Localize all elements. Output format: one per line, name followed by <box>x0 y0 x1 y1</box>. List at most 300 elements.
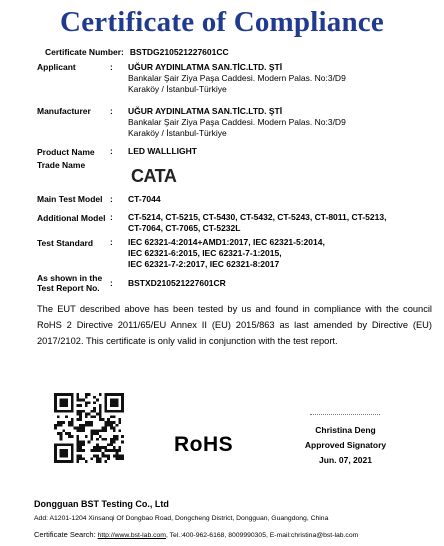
qr-module <box>85 415 88 418</box>
qr-module <box>71 457 74 460</box>
qr-module <box>121 396 124 399</box>
qr-module <box>118 449 121 452</box>
qr-module <box>71 401 74 404</box>
main-test-model-label: Main Test Model <box>37 194 103 204</box>
qr-module <box>102 418 105 421</box>
qr-module <box>118 421 121 424</box>
qr-module <box>110 404 113 407</box>
qr-module <box>54 449 57 452</box>
qr-module <box>116 410 119 413</box>
qr-module <box>76 427 79 430</box>
test-standard-line2: IEC 62321-6:2015, IEC 62321-7-1:2015, <box>128 248 282 258</box>
qr-module <box>71 421 74 424</box>
footer-address: Add: A1201-1204 Xinsanqi Of Dongbao Road, Dongcheng District, Dongguan, Guangdong, China <box>34 515 329 522</box>
qr-module <box>71 418 74 421</box>
qr-module <box>76 393 79 396</box>
qr-module <box>110 393 113 396</box>
qr-module <box>93 455 96 458</box>
qr-module <box>62 393 65 396</box>
qr-module <box>54 399 57 402</box>
qr-module <box>121 410 124 413</box>
qr-module <box>76 457 79 460</box>
test-standard-line3: IEC 62321-7-2:2017, IEC 62321-8:2017 <box>128 259 280 269</box>
qr-module <box>60 449 63 452</box>
qr-module <box>113 438 116 441</box>
qr-module <box>110 410 113 413</box>
qr-module <box>65 443 68 446</box>
qr-module <box>107 410 110 413</box>
manufacturer-block <box>128 106 346 139</box>
qr-module <box>79 457 82 460</box>
website-link[interactable]: http://www.bst-lab.com <box>97 532 166 539</box>
qr-module <box>113 401 116 404</box>
qr-module <box>79 418 82 421</box>
qr-module <box>88 401 91 404</box>
qr-module <box>79 427 82 430</box>
qr-module <box>60 432 63 435</box>
qr-module <box>116 399 119 402</box>
qr-module <box>71 452 74 455</box>
qr-module <box>62 443 65 446</box>
additional-model-label: Additional Model <box>37 213 106 223</box>
qr-module <box>71 396 74 399</box>
qr-module <box>76 418 79 421</box>
product-name-colon: : <box>110 146 113 156</box>
qr-module <box>68 460 71 463</box>
qr-module <box>99 446 102 449</box>
qr-module <box>71 407 74 410</box>
qr-module <box>121 435 124 438</box>
qr-module <box>54 401 57 404</box>
qr-module <box>62 455 65 458</box>
qr-module <box>68 421 71 424</box>
certificate-search-label: Certificate Search: <box>34 530 96 539</box>
qr-module <box>71 399 74 402</box>
test-report-label-line2: Test Report No. <box>37 283 100 293</box>
qr-module <box>118 393 121 396</box>
qr-module <box>62 452 65 455</box>
qr-module <box>104 410 107 413</box>
qr-module <box>76 446 79 449</box>
qr-module <box>96 446 99 449</box>
qr-module <box>88 421 91 424</box>
qr-module <box>71 393 74 396</box>
compliance-statement: The EUT described above has been tested by us and found in compliance with the council RoHS 2 Directive 2011/65/EU Annex II (EU) 2015/863 as last amended by Directive (EU) 2017/2102. This certificate is only valid in conjunction with the test report. <box>37 304 432 346</box>
qr-module <box>93 432 96 435</box>
qr-module <box>116 435 119 438</box>
qr-module <box>79 415 82 418</box>
qr-module <box>99 407 102 410</box>
qr-module <box>90 432 93 435</box>
qr-module <box>65 415 68 418</box>
qr-module <box>96 455 99 458</box>
qr-module <box>113 435 116 438</box>
qr-module <box>85 421 88 424</box>
qr-module <box>113 415 116 418</box>
signatory-date: Jun. 07, 2021 <box>319 455 372 465</box>
qr-module <box>113 427 116 430</box>
qr-module <box>121 404 124 407</box>
qr-module <box>82 410 85 413</box>
qr-module <box>118 429 121 432</box>
qr-module <box>110 443 113 446</box>
qr-module <box>113 441 116 444</box>
qr-module <box>79 399 82 402</box>
qr-module <box>60 399 63 402</box>
qr-module <box>116 401 119 404</box>
qr-module <box>79 455 82 458</box>
qr-module <box>90 449 93 452</box>
qr-module <box>76 413 79 416</box>
qr-module <box>60 443 63 446</box>
qr-module <box>107 424 110 427</box>
qr-module <box>54 427 57 430</box>
qr-module <box>65 410 68 413</box>
qr-module <box>82 443 85 446</box>
qr-module <box>65 399 68 402</box>
qr-module <box>76 435 79 438</box>
qr-module <box>107 418 110 421</box>
footer-contact-line <box>34 530 358 540</box>
qr-module <box>71 435 74 438</box>
qr-module <box>113 421 116 424</box>
qr-module <box>96 413 99 416</box>
qr-module <box>57 421 60 424</box>
qr-module <box>54 396 57 399</box>
qr-module <box>65 449 68 452</box>
qr-module <box>54 407 57 410</box>
qr-module <box>54 455 57 458</box>
qr-module <box>62 429 65 432</box>
qr-module <box>104 446 107 449</box>
qr-module <box>113 393 116 396</box>
qr-module <box>116 404 119 407</box>
qr-module <box>79 429 82 432</box>
qr-module <box>102 438 105 441</box>
qr-module <box>76 443 79 446</box>
applicant-block <box>128 62 346 95</box>
qr-module <box>93 449 96 452</box>
qr-module <box>65 452 68 455</box>
qr-module <box>76 396 79 399</box>
qr-module <box>90 429 93 432</box>
qr-module <box>65 401 68 404</box>
qr-module <box>71 424 74 427</box>
qr-module <box>74 427 77 430</box>
applicant-label: Applicant <box>37 62 76 72</box>
qr-module <box>60 401 63 404</box>
qr-module <box>118 446 121 449</box>
qr-module <box>104 460 107 463</box>
qr-module <box>54 457 57 460</box>
qr-module <box>96 460 99 463</box>
main-test-model-colon: : <box>110 194 113 204</box>
certificate-number <box>45 47 229 57</box>
additional-model-line2: CT-7064, CT-7065, CT-5232L <box>128 223 241 233</box>
qr-module <box>118 457 121 460</box>
qr-module <box>93 407 96 410</box>
qr-module <box>110 427 113 430</box>
qr-module <box>62 401 65 404</box>
test-standard-block <box>128 237 325 270</box>
qr-module <box>71 455 74 458</box>
qr-module <box>60 438 63 441</box>
qr-module <box>96 449 99 452</box>
qr-module <box>102 455 105 458</box>
qr-module <box>60 452 63 455</box>
qr-module <box>62 460 65 463</box>
qr-module <box>85 396 88 399</box>
qr-module <box>93 401 96 404</box>
qr-module <box>107 393 110 396</box>
qr-module <box>104 449 107 452</box>
test-report-label <box>37 273 102 293</box>
additional-model-block <box>128 212 386 234</box>
qr-module <box>90 424 93 427</box>
qr-module <box>79 424 82 427</box>
qr-module <box>79 446 82 449</box>
qr-module <box>90 457 93 460</box>
qr-module <box>85 424 88 427</box>
qr-module <box>102 452 105 455</box>
qr-module <box>107 421 110 424</box>
qr-module <box>88 441 91 444</box>
qr-module <box>82 441 85 444</box>
test-standard-label: Test Standard <box>37 238 94 248</box>
qr-module <box>65 455 68 458</box>
product-name-value: LED WALLLIGHT <box>128 146 197 156</box>
qr-module <box>79 449 82 452</box>
manufacturer-colon: : <box>110 106 113 116</box>
qr-module <box>76 410 79 413</box>
qr-module <box>85 404 88 407</box>
qr-module <box>54 446 57 449</box>
qr-module <box>121 457 124 460</box>
qr-module <box>79 410 82 413</box>
qr-module <box>90 415 93 418</box>
qr-module <box>68 410 71 413</box>
qr-module <box>57 443 60 446</box>
qr-module <box>104 404 107 407</box>
qr-module <box>110 441 113 444</box>
qr-module <box>71 446 74 449</box>
rohs-mark: RoHS <box>174 433 234 456</box>
qr-module <box>99 410 102 413</box>
qr-module <box>60 421 63 424</box>
qr-module <box>113 399 116 402</box>
qr-module <box>99 449 102 452</box>
qr-module <box>104 399 107 402</box>
qr-module <box>76 449 79 452</box>
qr-module <box>121 393 124 396</box>
qr-module <box>54 443 57 446</box>
applicant-address-line1: Bankalar Şair Ziya Paşa Caddesi. Modern Palas. No:3/D9 <box>128 73 346 83</box>
qr-module <box>71 404 74 407</box>
main-test-model-value: CT-7044 <box>128 194 161 204</box>
manufacturer-address-line2: Karaköy / İstanbul-Türkiye <box>128 128 227 138</box>
qr-module <box>116 455 119 458</box>
qr-module <box>118 410 121 413</box>
test-report-value: BSTXD210521227601CR <box>128 278 226 288</box>
qr-module <box>88 393 91 396</box>
test-report-colon: : <box>110 278 113 288</box>
qr-module <box>82 457 85 460</box>
qr-module <box>68 432 71 435</box>
qr-module <box>116 424 119 427</box>
qr-module <box>62 410 65 413</box>
qr-module <box>102 446 105 449</box>
manufacturer-name: UĞUR AYDINLATMA SAN.TİC.LTD. ŞTİ <box>128 106 283 116</box>
qr-module <box>116 438 119 441</box>
qr-module <box>104 438 107 441</box>
qr-module <box>96 438 99 441</box>
qr-module <box>65 460 68 463</box>
qr-module <box>54 410 57 413</box>
qr-module <box>68 435 71 438</box>
qr-module <box>54 424 57 427</box>
qr-module <box>104 396 107 399</box>
qr-module <box>60 455 63 458</box>
qr-module <box>93 429 96 432</box>
qr-module <box>57 410 60 413</box>
qr-module <box>113 449 116 452</box>
qr-module <box>90 438 93 441</box>
qr-module <box>113 410 116 413</box>
qr-module <box>107 449 110 452</box>
qr-module <box>113 404 116 407</box>
qr-module <box>65 393 68 396</box>
qr-module <box>96 457 99 460</box>
qr-module <box>93 446 96 449</box>
qr-module <box>121 407 124 410</box>
qr-module <box>99 415 102 418</box>
cata-logo-text: CATA <box>131 166 177 186</box>
qr-module <box>104 455 107 458</box>
applicant-colon: : <box>110 62 113 72</box>
qr-module <box>121 455 124 458</box>
trade-name-label: Trade Name <box>37 160 86 170</box>
qr-module <box>116 452 119 455</box>
qr-module <box>71 460 74 463</box>
test-standard-colon: : <box>110 237 113 247</box>
qr-module <box>88 413 91 416</box>
qr-module <box>104 393 107 396</box>
signatory-name: Christina Deng <box>315 425 376 435</box>
qr-module <box>99 457 102 460</box>
footer-company: Dongguan BST Testing Co., Ltd <box>34 499 169 509</box>
qr-module <box>99 404 102 407</box>
qr-module <box>93 396 96 399</box>
qr-module <box>107 457 110 460</box>
qr-module <box>65 432 68 435</box>
qr-module <box>57 432 60 435</box>
qr-module <box>113 429 116 432</box>
qr-module <box>60 460 63 463</box>
qr-module <box>79 404 82 407</box>
qr-module <box>104 407 107 410</box>
qr-module <box>104 429 107 432</box>
qr-module <box>90 421 93 424</box>
qr-module <box>57 415 60 418</box>
qr-module <box>85 435 88 438</box>
qr-module <box>62 449 65 452</box>
qr-module <box>88 424 91 427</box>
qr-module <box>76 404 79 407</box>
qr-module <box>60 393 63 396</box>
qr-module <box>85 393 88 396</box>
qr-code <box>54 393 124 463</box>
product-name-label: Product Name <box>37 147 95 157</box>
manufacturer-address-line1: Bankalar Şair Ziya Paşa Caddesi. Modern Palas. No:3/D9 <box>128 117 346 127</box>
qr-module <box>82 449 85 452</box>
qr-module <box>110 421 113 424</box>
qr-module <box>79 441 82 444</box>
qr-module <box>57 460 60 463</box>
qr-module <box>110 401 113 404</box>
qr-module <box>90 435 93 438</box>
qr-module <box>110 399 113 402</box>
qr-module <box>82 427 85 430</box>
qr-module <box>99 435 102 438</box>
test-standard-line1: IEC 62321-4:2014+AMD1:2017, IEC 62321-5:2014, <box>128 237 325 247</box>
qr-module <box>68 393 71 396</box>
qr-module <box>71 449 74 452</box>
signature-line <box>310 414 380 415</box>
test-report-label-line1: As shown in the <box>37 273 103 283</box>
qr-module <box>118 418 121 421</box>
applicant-name: UĞUR AYDINLATMA SAN.TİC.LTD. ŞTİ <box>128 62 283 72</box>
qr-module <box>90 410 93 413</box>
qr-module <box>107 455 110 458</box>
qr-module <box>57 424 60 427</box>
qr-module <box>76 429 79 432</box>
qr-module <box>82 399 85 402</box>
qr-module <box>76 455 79 458</box>
qr-module <box>121 441 124 444</box>
qr-module <box>54 460 57 463</box>
qr-module <box>85 413 88 416</box>
qr-module <box>54 404 57 407</box>
qr-module <box>76 460 79 463</box>
qr-module <box>60 404 63 407</box>
qr-module <box>76 438 79 441</box>
qr-module <box>116 457 119 460</box>
certificate-number-label: Certificate Number: <box>45 47 124 57</box>
qr-module <box>99 418 102 421</box>
qr-module <box>110 424 113 427</box>
qr-module <box>60 435 63 438</box>
qr-module <box>96 429 99 432</box>
qr-module <box>85 460 88 463</box>
qr-module <box>104 424 107 427</box>
manufacturer-label: Manufacturer <box>37 106 91 116</box>
qr-module <box>68 424 71 427</box>
qr-module <box>79 413 82 416</box>
qr-module <box>82 424 85 427</box>
qr-module <box>99 393 102 396</box>
additional-model-colon: : <box>110 212 113 222</box>
signatory-title: Approved Signatory <box>304 440 387 450</box>
qr-module <box>76 441 79 444</box>
cata-logo <box>131 165 177 187</box>
qr-module <box>96 432 99 435</box>
qr-module <box>96 443 99 446</box>
qr-module <box>99 413 102 416</box>
qr-module <box>110 415 113 418</box>
qr-module <box>110 449 113 452</box>
qr-module <box>62 404 65 407</box>
qr-module <box>82 429 85 432</box>
